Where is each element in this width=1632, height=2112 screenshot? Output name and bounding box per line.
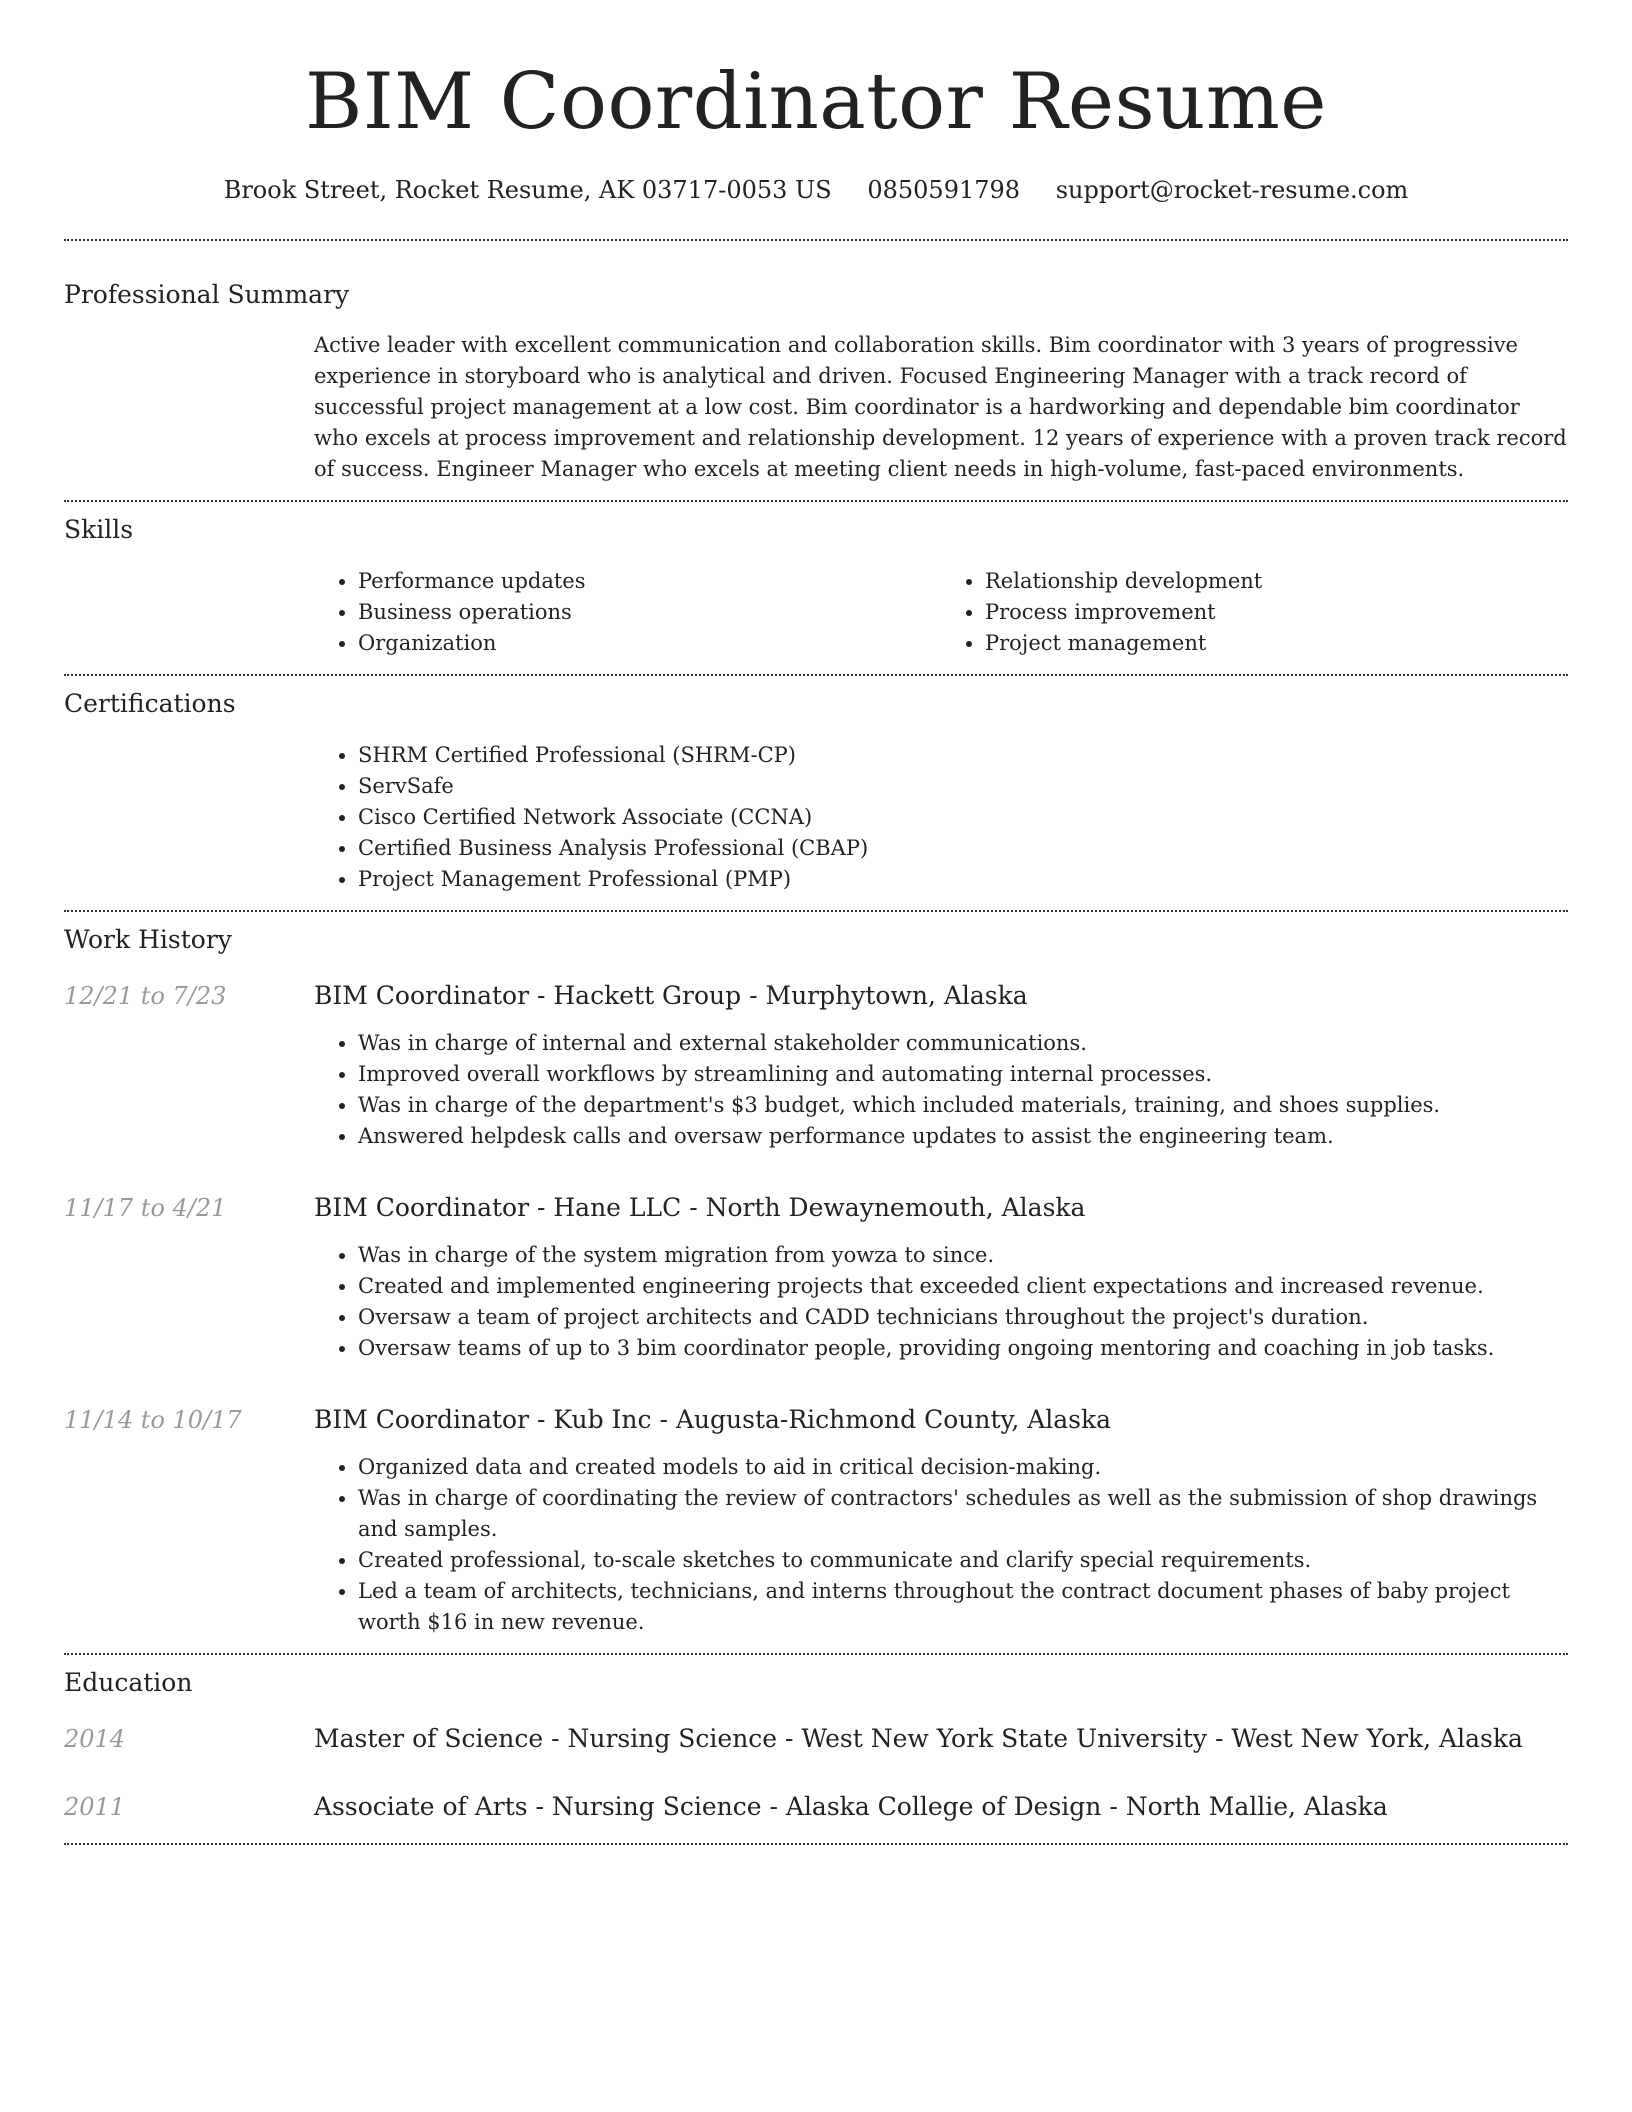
job-title: BIM Coordinator - Hane LLC - North Dewaynemouth, Alaska — [314, 1193, 1086, 1222]
job-dates: 12/21 to 7/23 — [64, 982, 227, 1010]
summary-section — [64, 241, 1568, 485]
contact-phone: 0850591798 — [867, 176, 1021, 204]
resume-title: BIM Coordinator Resume — [305, 57, 1327, 147]
certification-item: • Project Management Professional (PMP) — [358, 864, 1568, 895]
certification-item: • Certified Business Analysis Professional (CBAP) — [358, 833, 1568, 864]
skill-item: • Business operations — [358, 597, 941, 628]
education-entry — [64, 1791, 1568, 1823]
job-bullet: • Organized data and created models to aid in critical decision-making. — [358, 1452, 1568, 1483]
work-section — [64, 912, 1568, 1638]
education-detail: Associate of Arts - Nursing Science - Alaska College of Design - North Mallie, Alaska — [314, 1792, 1388, 1821]
certifications-heading: Certifications — [64, 689, 236, 718]
skill-item: • Project management — [985, 628, 1568, 659]
job-bullets — [314, 1028, 1568, 1152]
certifications-section — [64, 676, 1568, 895]
skills-section — [64, 502, 1568, 659]
job-bullet: • Created and implemented engineering projects that exceeded client expectations and increased revenue. — [358, 1271, 1568, 1302]
skills-heading: Skills — [64, 515, 134, 544]
job-entry — [64, 980, 1568, 1152]
certifications-list — [314, 740, 1568, 895]
skills-list-right — [941, 566, 1568, 659]
job-title: BIM Coordinator - Kub Inc - Augusta-Richmond County, Alaska — [314, 1405, 1112, 1434]
skills-grid — [314, 566, 1568, 659]
job-title: BIM Coordinator - Hackett Group - Murphytown, Alaska — [314, 981, 1028, 1010]
job-bullet: • Led a team of architects, technicians, and interns throughout the contract document phases of baby project worth $16 in new revenue. — [358, 1576, 1568, 1638]
contact-email[interactable]: support@rocket-resume.com — [1055, 176, 1409, 204]
skill-item: • Organization — [358, 628, 941, 659]
skill-item: • Relationship development — [985, 566, 1568, 597]
job-bullet: • Was in charge of the system migration from yowza to since. — [358, 1240, 1568, 1271]
job-bullet: • Answered helpdesk calls and oversaw performance updates to assist the engineering team. — [358, 1121, 1568, 1152]
certification-item: • SHRM Certified Professional (SHRM-CP) — [358, 740, 1568, 771]
education-year: 2011 — [64, 1793, 126, 1821]
education-year: 2014 — [64, 1725, 126, 1753]
job-dates: 11/14 to 10/17 — [64, 1406, 242, 1434]
education-heading: Education — [64, 1668, 193, 1697]
job-bullet: • Oversaw a team of project architects and CADD technicians throughout the project's duration. — [358, 1302, 1568, 1333]
job-bullet: • Oversaw teams of up to 3 bim coordinator people, providing ongoing mentoring and coaching in job tasks. — [358, 1333, 1568, 1364]
job-bullet: • Was in charge of coordinating the review of contractors' schedules as well as the submission of shop drawings and samples. — [358, 1483, 1568, 1545]
work-heading: Work History — [64, 925, 232, 954]
job-bullet: • Was in charge of internal and external stakeholder communications. — [358, 1028, 1568, 1059]
job-entry — [64, 1404, 1568, 1638]
certification-item: • ServSafe — [358, 771, 1568, 802]
skill-item: • Performance updates — [358, 566, 941, 597]
contact-address: Brook Street, Rocket Resume, AK 03717-0053 US — [223, 176, 832, 204]
job-bullet: • Improved overall workflows by streamlining and automating internal processes. — [358, 1059, 1568, 1090]
job-bullets — [314, 1452, 1568, 1638]
summary-heading: Professional Summary — [64, 280, 350, 309]
job-dates: 11/17 to 4/21 — [64, 1194, 227, 1222]
skills-list-left — [314, 566, 941, 659]
education-divider — [64, 1843, 1568, 1845]
certification-item: • Cisco Certified Network Associate (CCNA) — [358, 802, 1568, 833]
job-entry — [64, 1192, 1568, 1364]
education-entry — [64, 1723, 1568, 1755]
job-bullets — [314, 1240, 1568, 1364]
skill-item: • Process improvement — [985, 597, 1568, 628]
education-detail: Master of Science - Nursing Science - West New York State University - West New York, Alaska — [314, 1724, 1523, 1753]
job-bullet: • Was in charge of the department's $3 budget, which included materials, training, and shoes supplies. — [358, 1090, 1568, 1121]
contact-line — [64, 174, 1568, 206]
job-bullet: • Created professional, to-scale sketches to communicate and clarify special requirements. — [358, 1545, 1568, 1576]
education-section — [64, 1655, 1568, 1823]
summary-text: Active leader with excellent communication and collaboration skills. Bim coordinator with 3 years of progressive experience in storyboard who is analytical and driven. Focused Engineering Manager with a track record of successful project management at a low cost. Bim coordinator is a hardworking and dependable bim coordinator who excels at process improvement and relationship development. 12 years of experience with a proven track record of success. Engineer Manager who excels at meeting client needs in high-volume, fast-paced environments. — [314, 333, 1567, 481]
